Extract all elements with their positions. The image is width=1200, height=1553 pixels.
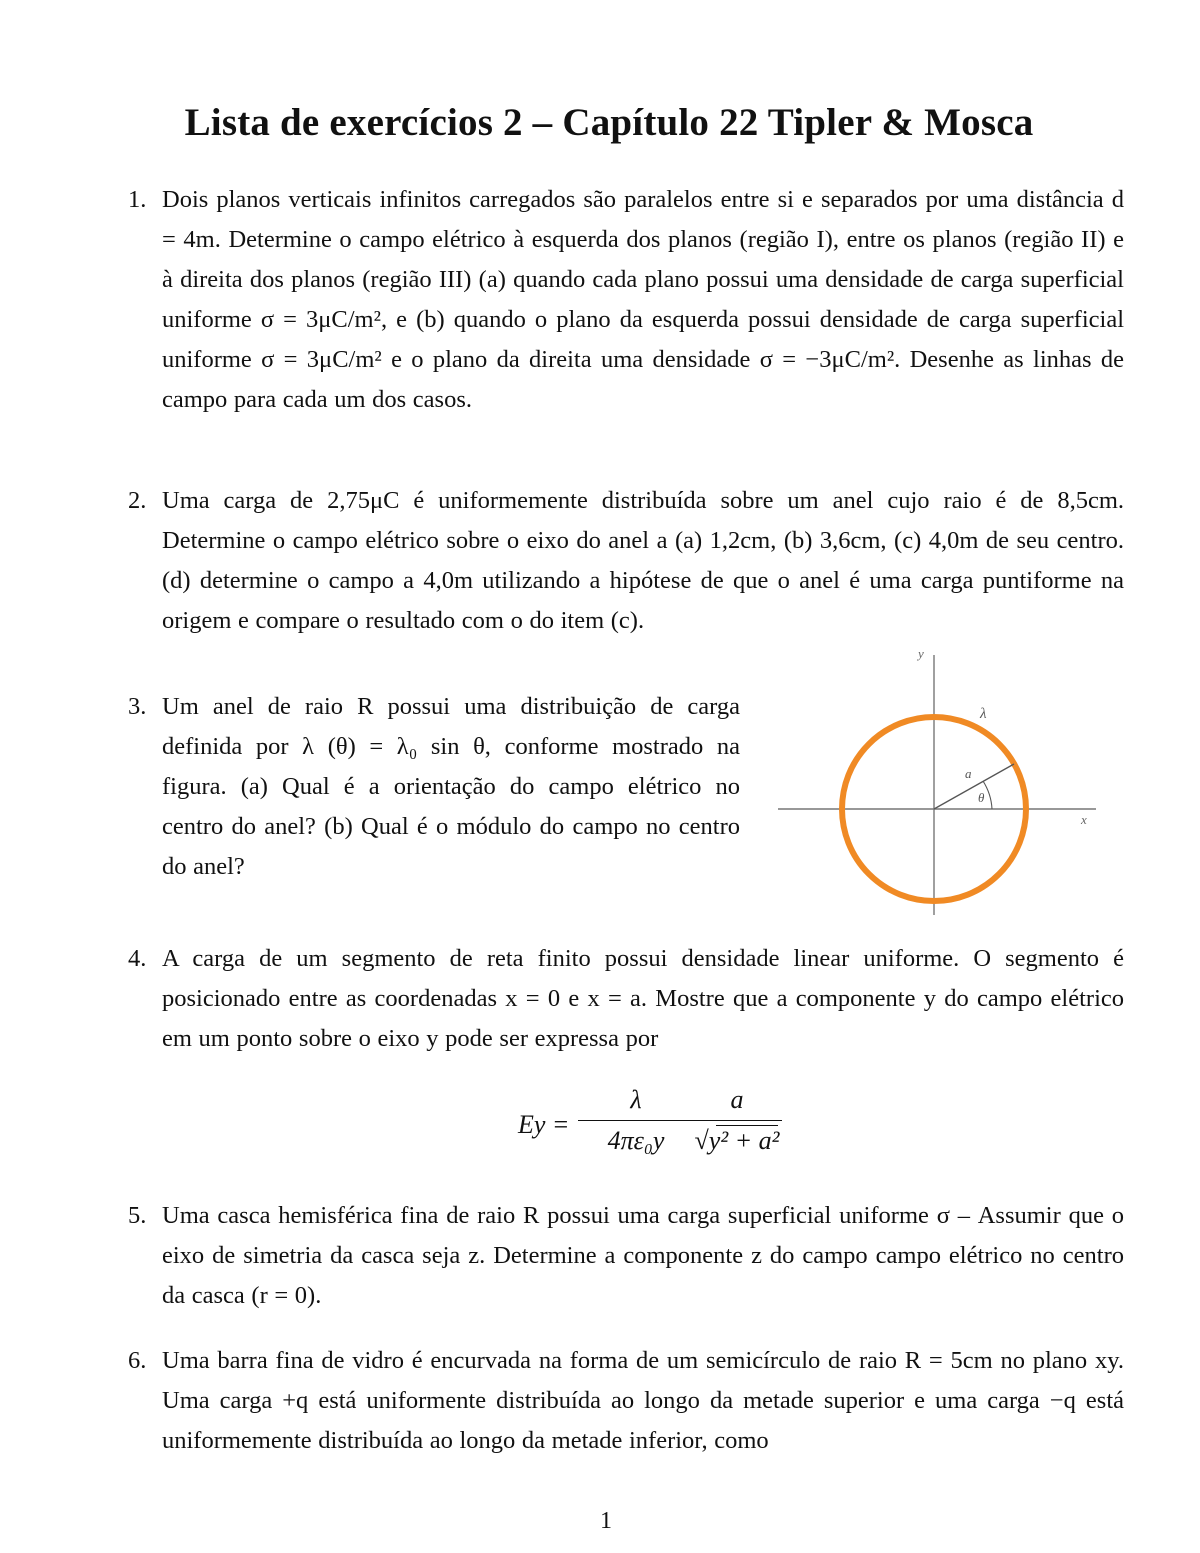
exercise-1 xyxy=(128,180,1124,420)
exercise-text: Uma carga de 2,75μC é uniformemente distribuída sobre um anel cujo raio é de 8,5cm. Determine o campo elétrico sobre o eixo do anel a (a) 1,2cm, (b) 3,6cm, (c) 4,0m de seu centro. (d) determine o campo a 4,0m utilizando a hipótese de que o anel é uma carga puntiforme na origem e compare o resultado com o do item (c). xyxy=(162,487,1124,634)
exercise-text: Uma casca hemisférica fina de raio R possui uma carga superficial uniforme σ – Assumir que o eixo de simetria da casca seja z. Determine a componente z do campo campo elétrico no centro da casca (r = 0). xyxy=(162,1202,1124,1309)
sqrt-denominator xyxy=(692,1121,782,1161)
exercise-number: 5. xyxy=(128,1202,147,1229)
exercise-number: 3. xyxy=(128,693,147,720)
exercise-2 xyxy=(128,481,1124,641)
exercise-5 xyxy=(128,1196,1124,1316)
fraction-denominator: √y² + a² xyxy=(694,1126,780,1155)
page-number: 1 xyxy=(600,1508,612,1534)
radius-line xyxy=(934,764,1014,809)
exercise-text: Uma barra fina de vidro é encurvada na forma de um semicírculo de raio R = 5cm no plano xy. Uma carga +q está uniformente distribuída ao longo da metade superior e uma carga −q está uniformemente distribuída ao longo da metade inferior, como xyxy=(162,1347,1124,1454)
y-axis-label: y xyxy=(918,646,924,661)
exercise-3 xyxy=(128,687,740,887)
fraction-denominator: 4πε₀y xyxy=(607,1126,665,1155)
lambda-label: λ xyxy=(980,706,987,722)
theta-label: θ xyxy=(978,790,985,805)
radius-label: a xyxy=(965,766,972,781)
fraction-numerator: a xyxy=(730,1085,744,1114)
exercise-text: A carga de um segmento de reta finito possui densidade linear uniforme. O segmento é posicionado entre as coordenadas x = 0 e x = a. Mostre que a componente y do campo elétrico em um ponto sobre o eixo y pode ser expressa por xyxy=(162,945,1124,1052)
sqrt-vinculum xyxy=(716,1125,778,1126)
exercise-number: 4. xyxy=(128,945,147,972)
exercise-4 xyxy=(128,939,1124,1059)
fraction-numerator: λ xyxy=(630,1085,642,1114)
page-title: Lista de exercícios 2 – Capítulo 22 Tipler & Mosca xyxy=(184,101,1034,144)
exercise-6 xyxy=(128,1341,1124,1461)
x-axis-label: x xyxy=(1081,812,1087,827)
exercise-text: Um anel de raio R possui uma distribuição de carga definida por λ (θ) = λ₀ sin θ, conforme mostrado na figura. (a) Qual é a orientação do campo elétrico no centro do anel? (b) Qual é o módulo do campo no centro do anel? xyxy=(162,693,740,880)
formula-lhs: Ey = xyxy=(518,1110,570,1139)
exercise-text: Dois planos verticais infinitos carregados são paralelos entre si e separados por uma distância d = 4m. Determine o campo elétrico à esquerda dos planos (região I), entre os planos (região II) e à direita dos planos (região III) (a) quando cada plano possui uma densidade de carga superficial uniforme σ = 3μC/m², e (b) quando o plano da esquerda possui densidade de carga superficial uniforme σ = 3μC/m² e o plano da direita uma densidade σ = −3μC/m². Desenhe as linhas de campo para cada um dos casos. xyxy=(162,186,1124,413)
exercise-number: 6. xyxy=(128,1347,147,1374)
exercise-number: 2. xyxy=(128,487,147,514)
ring-figure xyxy=(778,640,1098,920)
fraction-a xyxy=(692,1080,782,1161)
fraction-lambda xyxy=(578,1080,694,1161)
exercise-number: 1. xyxy=(128,186,147,213)
